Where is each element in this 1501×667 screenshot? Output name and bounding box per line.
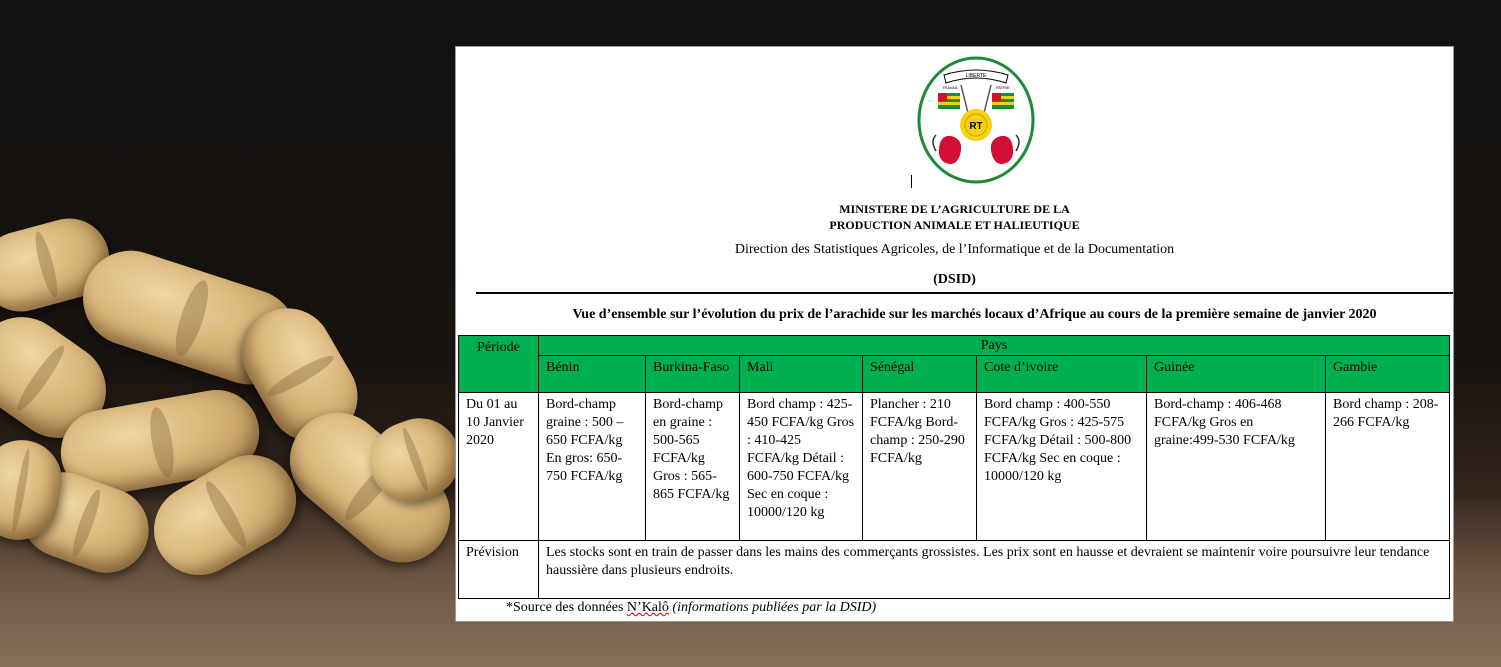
header-country: Mali [740,356,863,393]
direction-name: Direction des Statistiques Agricoles, de l’Informatique et de la Documentation [734,242,1175,257]
header-country: Cote d’ivoire [977,356,1147,393]
header-country: Sénégal [863,356,977,393]
price-cell: Bord champ : 425-450 FCFA/kg Gros : 410-425 FCFA/kg Détail : 600-750 FCFA/kg Sec en coque : 10000/120 kg [740,393,863,541]
table-header-row [459,336,1450,356]
togo-emblem-logo [916,55,1036,185]
header-country: Guinée [1147,356,1326,393]
document-title: Vue d’ensemble sur l’évolution du prix de l’arachide sur les marchés locaux d’Afrique au cours de la première semaine de janvier 2020 [572,307,1377,322]
prevision-label: Prévision [459,541,539,599]
price-cell: Plancher : 210 FCFA/kg Bord-champ : 250-290 FCFA/kg [863,393,977,541]
country-header-row [459,356,1450,393]
source-prefix: *Source des données [506,600,627,615]
emblem-ribbon-right: PATRIE [996,85,1010,90]
ministry-name [456,201,1453,233]
price-cell: Bord champ : 208-266 FCFA/kg [1326,393,1450,541]
source-note [506,600,876,616]
price-table [458,335,1450,599]
source-name: N’Kalô [626,600,669,615]
header-country: Bénin [539,356,646,393]
price-cell: Bord-champ : 406-468 FCFA/kg Gros en graine:499-530 FCFA/kg [1147,393,1326,541]
ministry-line-1: MINISTERE DE L’AGRICULTURE DE LA [839,202,1070,216]
prevision-text: Les stocks sont en train de passer dans les mains des commerçants grossistes. Les prix sont en hausse et devraient se maintenir voire poursuivre leur tendance haussière dans plusieurs endroits. [539,541,1450,599]
table-row [459,393,1450,541]
header-country: Burkina-Faso [646,356,740,393]
text-cursor [911,175,912,188]
emblem-ribbon-left: TRAVAIL [942,85,959,90]
price-cell: Bord champ : 400-550 FCFA/kg Gros : 425-575 FCFA/kg Détail : 500-800 FCFA/kg Sec en coque : 10000/120 kg [977,393,1147,541]
document-page [455,46,1454,622]
emblem-center-text: RT [969,121,983,132]
header-divider [476,292,1453,294]
price-cell: Bord-champ graine : 500 – 650 FCFA/kg En gros: 650-750 FCFA/kg [539,393,646,541]
header-pays: Pays [539,336,1450,356]
dsid-acronym: (DSID) [933,272,976,287]
price-cell: Bord-champ en graine : 500-565 FCFA/kg Gros : 565-865 FCFA/kg [646,393,740,541]
prevision-row [459,541,1450,599]
header-country: Gambie [1326,356,1450,393]
emblem-banner-text: LIBERTE [965,73,987,79]
header-periode: Période [459,336,539,393]
source-note-text: (informations publiées par la DSID) [672,600,877,615]
period-cell: Du 01 au 10 Janvier 2020 [459,393,539,541]
ministry-line-2: PRODUCTION ANIMALE ET HALIEUTIQUE [829,218,1080,232]
